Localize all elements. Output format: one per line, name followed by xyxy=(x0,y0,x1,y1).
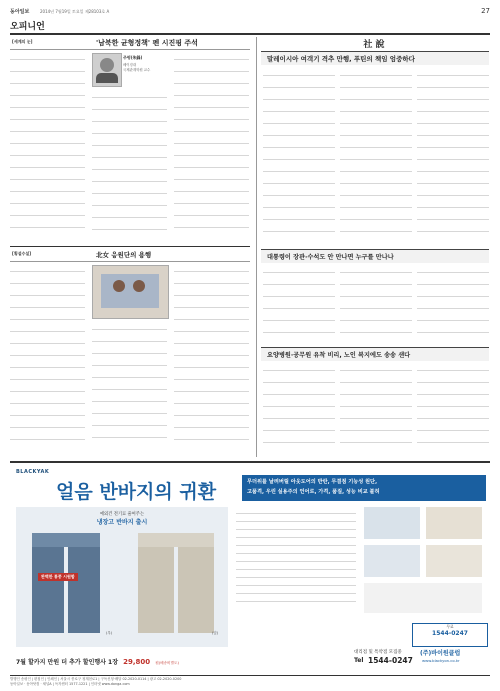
ad-brand-logo: BLACKYAK xyxy=(16,469,50,475)
column-label: [횡설수설] xyxy=(12,251,32,256)
article-body-col xyxy=(92,91,167,241)
author-name: 주펑(朱鋒) xyxy=(123,55,143,60)
editorials xyxy=(256,37,491,457)
ad-price-suffix: 원(배송비별도) xyxy=(155,661,179,665)
footer xyxy=(10,675,490,690)
column-hoengseol xyxy=(10,246,250,457)
column-world-eye xyxy=(10,37,250,242)
editorial-headline: 대통령이 장관·수석도 안 만나면 누구를 만나나 xyxy=(267,254,394,261)
ad-phone-box xyxy=(412,623,488,647)
ad-sale-text: 7월 할카지 만원 더 추가 할인행사 1장 xyxy=(16,659,119,666)
editorial-headline-bar xyxy=(261,51,489,65)
size-label: (앞) xyxy=(212,631,219,635)
editorial-body xyxy=(263,266,489,342)
ad-cool-label: 완벽한 통풍 시원함 xyxy=(38,573,78,581)
column-header xyxy=(10,249,250,262)
ad-headline: 얼음 반바지의 귀환 xyxy=(56,481,217,503)
ad-blackyak xyxy=(10,461,490,675)
ad-inset-photos xyxy=(364,507,484,615)
column-headline: 北女 응원단의 용행 xyxy=(96,251,152,259)
article-body-col xyxy=(174,265,249,453)
news-photo xyxy=(92,265,169,319)
ad-phone-box-line: 1544-0247 xyxy=(432,630,468,637)
article-body-col xyxy=(174,53,249,241)
column-header xyxy=(10,37,250,50)
ad-company: (주)바이원클럽 xyxy=(420,650,461,657)
editorial-body xyxy=(263,364,489,454)
ad-subline: 고품격, 우린 실용주의 언어로, 가격, 품질, 성능 비교 불허 xyxy=(247,489,380,495)
footer-line: 발행인 송평인 | 편집인 | 인쇄인 | 서울시 종로구 청계천로1 | 구독신청·배달 02-2020-0114 | 광고 02-2020-0200 xyxy=(10,677,182,681)
size-label: (우) xyxy=(106,631,113,635)
page-number: 27 xyxy=(481,7,490,15)
ad-subline-box xyxy=(242,475,486,501)
editorial-headline-bar xyxy=(261,347,489,361)
paper-name: 동아일보 xyxy=(10,9,30,15)
editorial-headline: 요양병원·공무원 유착 비리, 노인 복지에도 송송 샌다 xyxy=(267,352,411,359)
ad-sale-bar xyxy=(16,649,228,666)
masthead-rule xyxy=(10,33,490,35)
editorial-body xyxy=(263,69,489,241)
date-line: 2014년 7월19일 토요일 제28103호 A xyxy=(40,8,110,14)
ad-phone: 1544-0247 xyxy=(368,656,413,665)
footer-line: 동아일보 · 동아닷컴 · 채널A | 독자센터 1577-1221 | 인터넷 www.donga.com xyxy=(10,682,130,686)
article-body-col xyxy=(10,53,85,241)
ad-phone-box-line: 무료 xyxy=(446,624,454,629)
ad-product-panel xyxy=(16,507,228,647)
ad-badge-line: 냉장고 반바지 출시 xyxy=(96,519,148,526)
ad-order xyxy=(236,649,486,667)
editorial-headline-bar xyxy=(261,249,489,263)
shorts-image xyxy=(134,533,218,637)
editorial-headline: 말레이시아 여객기 격추 만행, 푸틴의 책임 엄중하다 xyxy=(267,55,415,63)
ad-website[interactable]: www.blackyon.co.kr xyxy=(422,658,460,663)
ad-phone-prefix: Tel xyxy=(354,657,364,664)
ad-product-badge xyxy=(80,511,164,526)
article-body-col xyxy=(10,265,85,453)
author-role: 베이징대 xyxy=(123,63,137,67)
ad-price: 29,800 xyxy=(123,658,151,666)
article-body-col xyxy=(92,323,167,453)
author-role: 국제관계학원 교수 xyxy=(123,68,151,72)
section-title: 오피니언 xyxy=(10,22,45,32)
column-label: [세계의 눈] xyxy=(12,39,33,44)
ad-badge-line: 예외건 전기료 줄여주는 xyxy=(99,512,145,517)
column-headline: '남북한 균형정책' 펜 시진핑 주석 xyxy=(96,39,198,47)
editorial-label: 社 說 xyxy=(363,40,385,50)
shorts-image xyxy=(26,533,106,637)
ad-description xyxy=(236,507,486,617)
masthead xyxy=(10,8,490,30)
ad-order-label: 대리점 및 특약점 모집중 xyxy=(354,650,402,655)
ad-subline: 무더위를 날려버릴 아웃도어의 반란, 무결점 기능성 원단, xyxy=(247,479,378,485)
author-photo xyxy=(92,53,122,87)
